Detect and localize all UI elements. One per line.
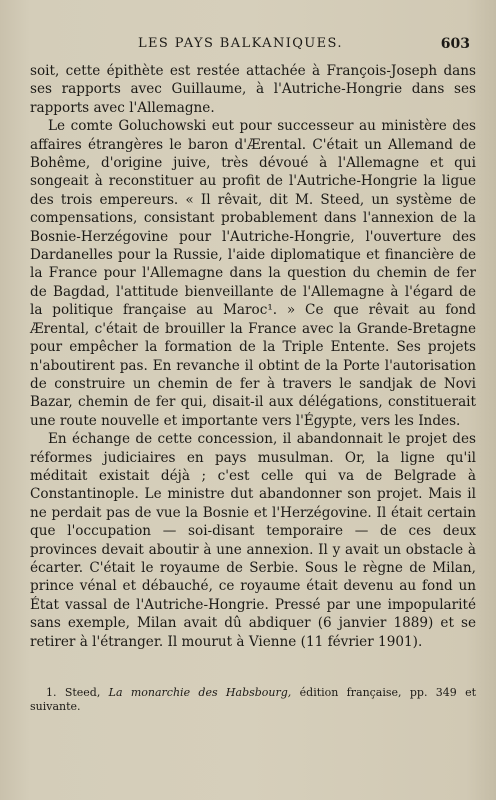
paragraph: Le comte Goluchowski eut pour successeur au ministère des affaires étrangères le baron d'Ærental. C'était un Allemand de Bohême, d'origine juive, très dévoué à l'Allemagne et qui songeait à reconstituer au profit de l'Autriche-Hongrie la ligue des trois empereurs. « Il rêvait, dit M. Steed, un système de compensations, consistant probablement dans l'annexion de la Bosnie-Herzégovine pour l'Autriche-Hongrie, l'ouverture des Dardanelles pour la Russie, l'aide diplomatique et financière de la France pour l'Allemagne dans la question du chemin de fer de Bagdad, l'attitude bienveillante de l'Allemagne à l'égard de la politique française au Maroc¹. » Ce que rêvait au fond Ærental, c'était de brouiller la France avec la Grande-Bretagne pour empêcher la formation de la Triple Entente. Ses projets n'aboutirent pas. En revanche il obtint de la Porte l'autorisation de construire un chemin de fer à travers le sandjak de Novi Bazar, chemin de fer qui, disait-il aux délégations, constituerait une route nouvelle et importante vers l'Égypte, vers les Indes. — [30, 118, 476, 429]
running-title: LES PAYS BALKANIQUES. — [138, 36, 343, 51]
page-number: 603 — [440, 36, 470, 52]
footnote-book-title: La monarchie des Habsbourg, — [108, 686, 292, 699]
body-text — [30, 62, 476, 651]
footnote-marker: 1. — [46, 686, 57, 699]
footnote-text — [30, 686, 476, 714]
paragraph: En échange de cette concession, il abandonnait le projet des réformes judiciaires en pays musulman. Or, la ligne qu'il méditait existait déjà ; c'est celle qui va de Belgrade à Constantinople. Le ministre dut abandonner son projet. Mais il ne perdait pas de vue la Bosnie et l'Herzégovine. Il était certain que l'occupation — soi-disant temporaire — de ces deux provinces devait aboutir à une annexion. Il y avait un obstacle à écarter. C'était le royaume de Serbie. Sous le règne de Milan, prince vénal et débauché, ce royaume était devenu au fond un État vassal de l'Autriche-Hongrie. Pressé par une impopularité sans exemple, Milan avait dû abdiquer (6 janvier 1889) et se retirer à l'étranger. Il mourut à Vienne (11 février 1901). — [30, 431, 476, 650]
footnote-details: édition française, pp. 349 et suivante. — [30, 686, 477, 713]
paragraph-continued: soit, cette épithète est restée attachée à François-Joseph dans ses rapports avec Guillaume, à l'Autriche-Hongrie dans ses rapports avec l'Allemagne. — [30, 63, 476, 116]
footnote — [30, 686, 476, 714]
page-header — [28, 36, 476, 54]
footnote-author: Steed, — [64, 686, 101, 699]
